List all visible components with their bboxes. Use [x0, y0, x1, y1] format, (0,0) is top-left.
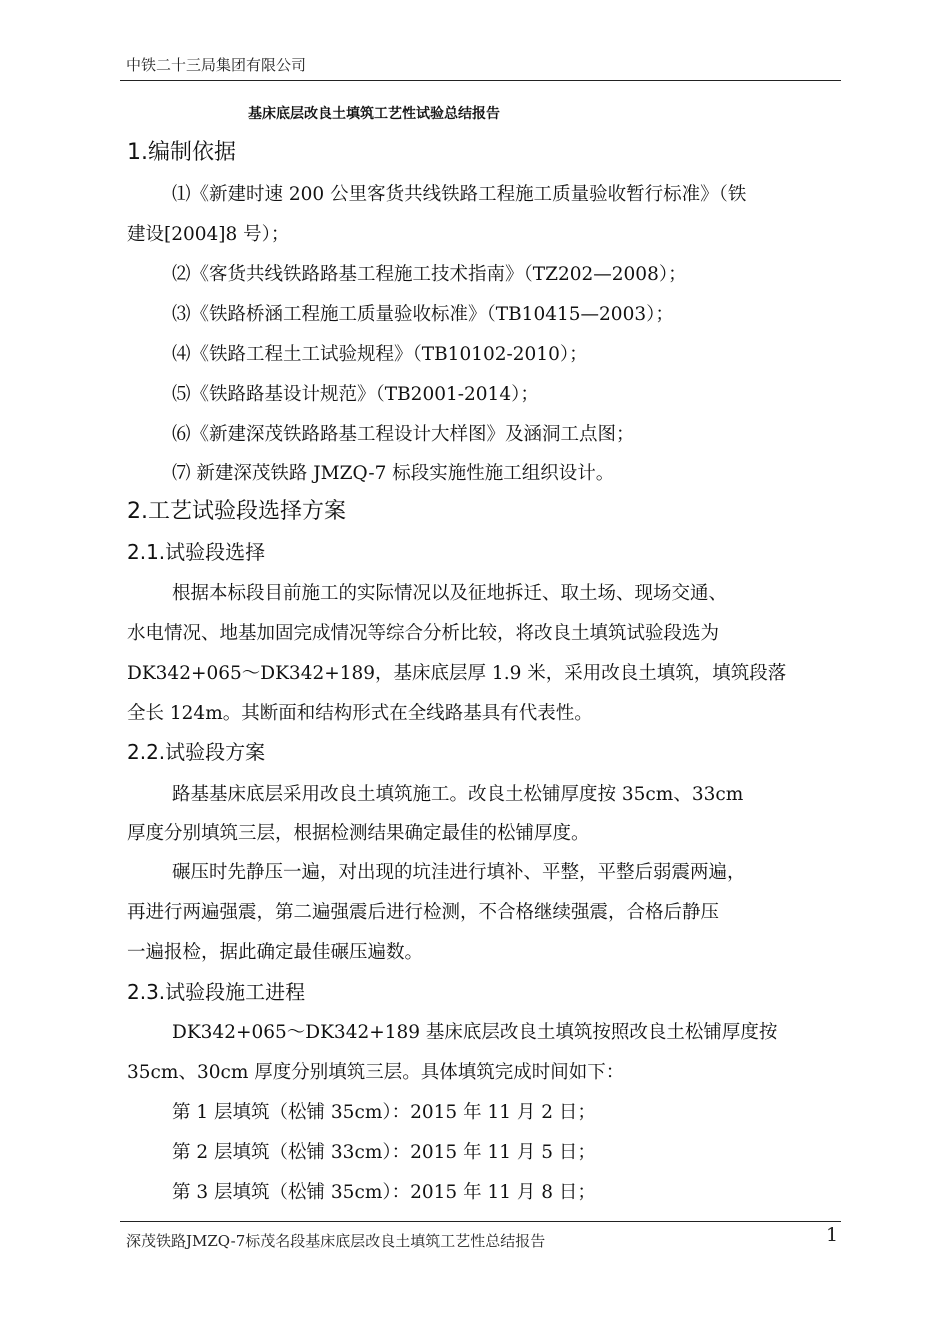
- paragraph-line: 再进行两遍强震，第二遍强震后进行检测，不合格继续强震，合格后静压: [127, 902, 720, 923]
- paragraph-line: 厚度分别填筑三层，根据检测结果确定最佳的松铺厚度。: [127, 823, 590, 844]
- paragraph-line: 路基基床底层采用改良土填筑施工。改良土松铺厚度按 35cm、33cm: [172, 784, 744, 805]
- paragraph-line: 全长 124m。其断面和结构形式在全线路基具有代表性。: [127, 703, 593, 724]
- reference-item: ⑶《铁路桥涵工程施工质量验收标准》（TB10415—2003）；: [172, 304, 674, 325]
- section-2-3-heading: 2.3.试验段施工进程: [127, 980, 306, 1004]
- schedule-item: 第 1 层填筑（松铺 35cm）：2015 年 11 月 2 日；: [172, 1102, 596, 1123]
- paragraph-line: 一遍报检，据此确定最佳碾压遍数。: [127, 942, 424, 963]
- paragraph-line: 碾压时先静压一遍，对出现的坑洼进行填补、平整，平整后弱震两遍，: [172, 862, 746, 883]
- reference-item: ⑹《新建深茂铁路路基工程设计大样图》及涵洞工点图；: [172, 424, 635, 445]
- paragraph-line: 35cm、30cm 厚度分别填筑三层。具体填筑完成时间如下：: [127, 1062, 625, 1083]
- reference-item: ⑷《铁路工程土工试验规程》（TB10102-2010）；: [172, 344, 588, 365]
- reference-item: ⑴《新建时速 200 公里客货共线铁路工程施工质量验收暂行标准》（铁: [172, 184, 747, 205]
- section-2-heading: 2.工艺试验段选择方案: [127, 499, 346, 524]
- header-divider: [120, 80, 841, 81]
- schedule-item: 第 3 层填筑（松铺 35cm）：2015 年 11 月 8 日；: [172, 1182, 596, 1203]
- page-number: 1: [826, 1224, 839, 1246]
- page-header: 中铁二十三局集团有限公司: [126, 56, 307, 74]
- schedule-item: 第 2 层填筑（松铺 33cm）：2015 年 11 月 5 日；: [172, 1142, 596, 1163]
- reference-item: ⑸《铁路路基设计规范》（TB2001-2014）；: [172, 384, 539, 405]
- section-2-1-heading: 2.1.试验段选择: [127, 540, 266, 564]
- paragraph-line: DK342+065～DK342+189 基床底层改良土填筑按照改良土松铺厚度按: [172, 1022, 778, 1043]
- report-title: 基床底层改良土填筑工艺性试验总结报告: [248, 106, 500, 122]
- paragraph-line: 根据本标段目前施工的实际情况以及征地拆迁、取土场、现场交通、: [172, 583, 728, 604]
- reference-item: 建设[2004]8 号）；: [127, 224, 290, 245]
- paragraph-line: 水电情况、地基加固完成情况等综合分析比较，将改良土填筑试验段选为: [127, 623, 720, 644]
- section-1-heading: 1.编制依据: [127, 140, 236, 165]
- footer-divider: [120, 1221, 841, 1222]
- page-footer: 深茂铁路JMZQ-7标茂名段基床底层改良土填筑工艺性总结报告: [126, 1232, 546, 1250]
- paragraph-line: DK342+065～DK342+189，基床底层厚 1.9 米，采用改良土填筑，填筑段落: [127, 663, 787, 684]
- section-2-2-heading: 2.2.试验段方案: [127, 740, 266, 764]
- reference-item: ⑵《客货共线铁路路基工程施工技术指南》（TZ202—2008）；: [172, 264, 687, 285]
- reference-item: ⑺ 新建深茂铁路 JMZQ-7 标段实施性施工组织设计。: [172, 463, 615, 484]
